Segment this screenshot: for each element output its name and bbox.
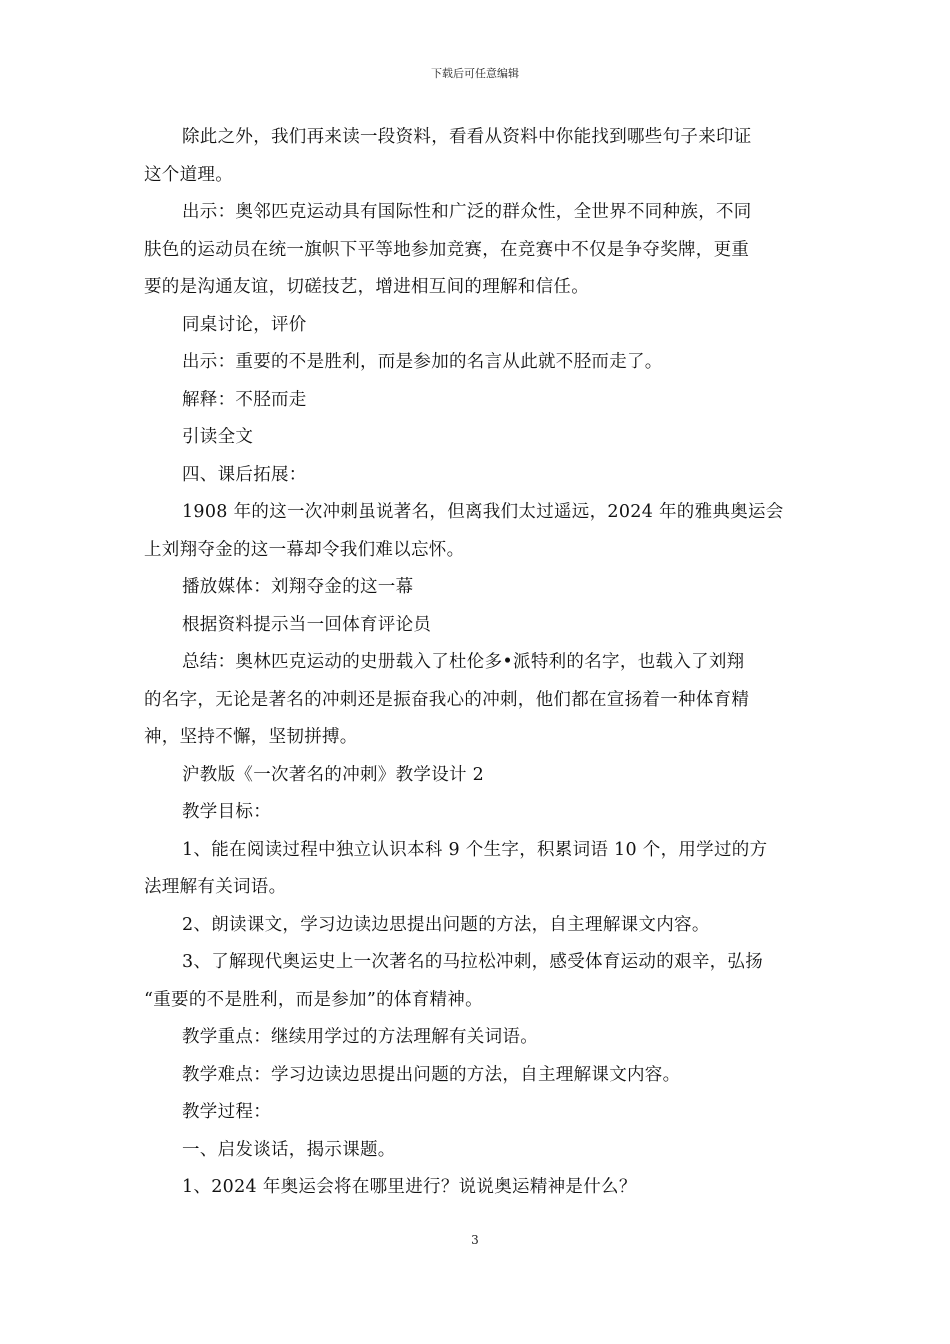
text-line: 教学目标： [182,802,271,822]
text-line: 1908 年的这一次冲刺虽说著名，但离我们太过遥远，2024 年的雅典奥运会 [182,502,784,522]
page-number: 3 [471,1233,479,1247]
text-line: 根据资料提示当一回体育评论员 [182,614,432,635]
text-line: “重要的不是胜利，而是参加”的体育精神。 [144,989,483,1010]
text-line: 3、了解现代奥运史上一次著名的马拉松冲刺，感受体育运动的艰辛，弘扬 [182,952,764,972]
text-line: 播放媒体：刘翔夺金的这一幕 [182,577,414,597]
text-line: 四、课后拓展： [182,464,307,485]
text-line: 除此之外，我们再来读一段资料，看看从资料中你能找到哪些句子来印证 [182,127,752,147]
text-line: 的名字，无论是著名的冲刺还是振奋我心的冲刺，他们都在宣扬着一种体育精 [144,689,750,710]
text-line: 上刘翔夺金的这一幕却令我们难以忘怀。 [144,539,465,560]
text-line: 法理解有关词语。 [144,877,287,897]
text-line: 解释：不胫而走 [182,389,307,410]
text-line: 教学过程： [182,1102,271,1122]
text-line: 肤色的运动员在统一旗帜下平等地参加竞赛，在竞赛中不仅是争夺奖牌，更重 [144,239,750,260]
document-body [144,119,808,1207]
text-line: 这个道理。 [144,164,233,185]
text-line: 教学重点：继续用学过的方法理解有关词语。 [182,1027,538,1047]
text-line: 1、能在阅读过程中独立认识本科 9 个生字，积累词语 10 个，用学过的方 [182,839,768,860]
text-line: 一、启发谈话，揭示课题。 [182,1139,396,1160]
text-line: 出示：重要的不是胜利，而是参加的名言从此就不胫而走了。 [182,352,663,372]
text-line: 1、2024 年奥运会将在哪里进行？说说奥运精神是什么？ [182,1177,637,1197]
text-line: 引读全文 [182,427,254,447]
text-line: 出示：奥邻匹克运动具有国际性和广泛的群众性，全世界不同种族，不同 [182,202,752,222]
text-line: 要的是沟通友谊，切磋技艺，增进相互间的理解和信任。 [144,277,589,297]
text-line: 神，坚持不懈，坚韧拼搏。 [144,727,358,747]
text-line: 总结：奥林匹克运动的史册载入了杜伦多•派特利的名字，也载入了刘翔 [182,652,745,672]
page-header: 下载后可任意编辑 [431,67,519,80]
text-line: 沪教版《一次著名的冲刺》教学设计 2 [182,764,485,785]
text-line: 教学难点：学习边读边思提出问题的方法，自主理解课文内容。 [182,1064,681,1085]
text-line: 同桌讨论，评价 [182,314,307,335]
text-line: 2、朗读课文，学习边读边思提出问题的方法，自主理解课文内容。 [182,914,710,935]
